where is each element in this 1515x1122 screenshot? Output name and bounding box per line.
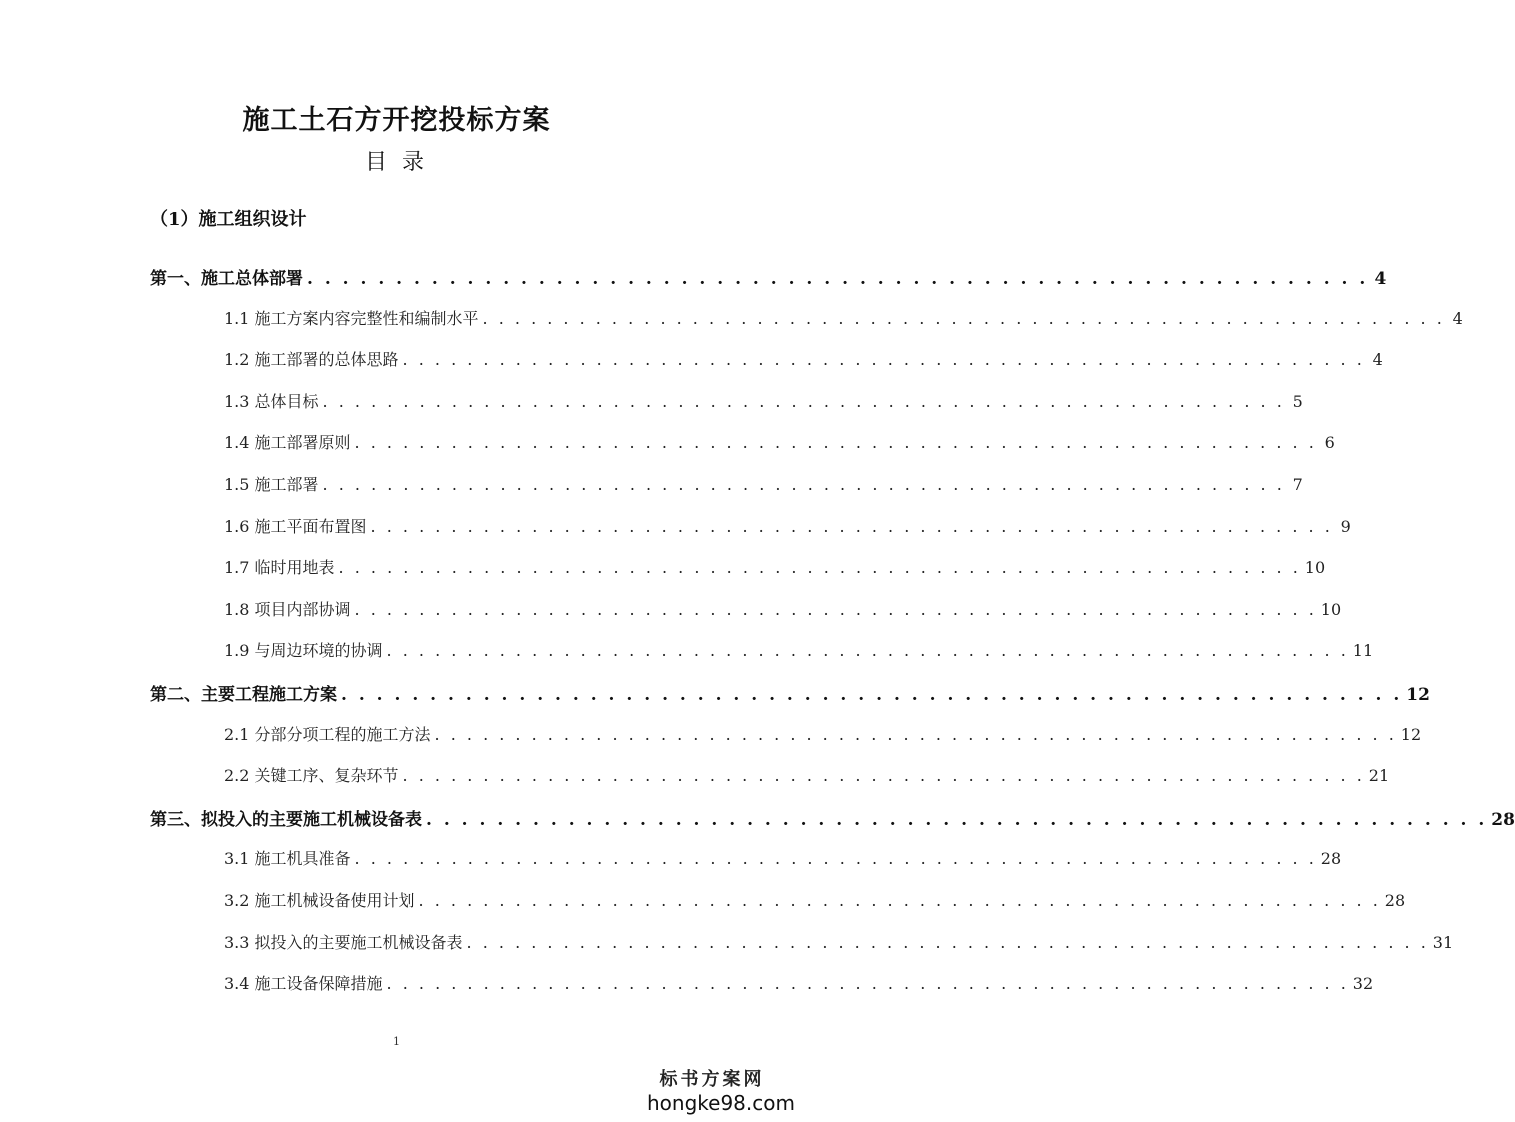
toc-entry[interactable] — [224, 514, 1351, 537]
toc-entry-page: 10 — [1304, 558, 1326, 578]
toc-entry-label: 1.2 施工部署的总体思路 — [224, 350, 399, 370]
section-heading: （1）施工组织设计 — [150, 209, 307, 230]
toc-leader-dots: . . . . . . . . . . . . . . . . . . . . . . . . . . . . . . . . . . . . . . . . . . . . . . . . . . . . . . . . . . . . — [402, 350, 1365, 370]
toc-entry[interactable] — [224, 930, 1454, 953]
toc-heading: 目 录 — [365, 150, 428, 175]
toc-entry-label: 3.1 施工机具准备 — [224, 849, 351, 869]
toc-entry-page: 28 — [1491, 809, 1515, 830]
toc-entry-page: 28 — [1384, 891, 1406, 910]
toc-entry[interactable] — [224, 597, 1342, 620]
toc-entry-label: 3.4 施工设备保障措施 — [224, 974, 383, 994]
toc-entry-label: 1.7 临时用地表 — [224, 558, 335, 578]
watermark-url-text: hongke98.com — [647, 1091, 795, 1115]
toc-entry[interactable] — [224, 430, 1335, 453]
toc-entry-label: 第一、施工总体部署 — [150, 269, 303, 289]
toc-entry-label: 1.3 总体目标 — [224, 391, 319, 411]
toc-leader-dots: . . . . . . . . . . . . . . . . . . . . . . . . . . . . . . . . . . . . . . . . . . . . . . . . . . . . . . . . . . . . — [402, 766, 1365, 786]
toc-leader-dots: . . . . . . . . . . . . . . . . . . . . . . . . . . . . . . . . . . . . . . . . . . . . . . . . . . . . . . . . . . . . — [354, 433, 1317, 453]
toc-entry-page: 11 — [1352, 641, 1374, 661]
toc-entry[interactable] — [224, 722, 1422, 745]
toc-entry[interactable] — [224, 555, 1326, 578]
toc-leader-dots: . . . . . . . . . . . . . . . . . . . . . . . . . . . . . . . . . . . . . . . . . . . . . . . . . . . . . . . . . . . . — [386, 641, 1349, 661]
toc-leader-dots: . . . . . . . . . . . . . . . . . . . . . . . . . . . . . . . . . . . . . . . . . . . . . . . . . . . . . . . . . . . . — [386, 974, 1349, 994]
toc-entry-page: 4 — [1452, 308, 1463, 328]
toc-entry[interactable] — [224, 389, 1303, 412]
toc-entry-label: 第三、拟投入的主要施工机械设备表 — [150, 809, 422, 830]
toc-entry-label: 1.6 施工平面布置图 — [224, 516, 367, 536]
toc-entry-label: 1.1 施工方案内容完整性和编制水平 — [224, 308, 479, 328]
toc-entry-page: 10 — [1320, 599, 1342, 619]
toc-leader-dots: . . . . . . . . . . . . . . . . . . . . . . . . . . . . . . . . . . . . . . . . . . . . . . . . . . . . . . . . . . . . — [307, 269, 1369, 289]
toc-entry[interactable] — [224, 638, 1374, 661]
toc-entry-label: 1.4 施工部署原则 — [224, 433, 351, 453]
toc-entry-label: 3.2 施工机械设备使用计划 — [224, 891, 415, 910]
toc-entry-page: 5 — [1292, 391, 1303, 411]
toc-entry[interactable] — [224, 971, 1374, 994]
toc-entry[interactable] — [224, 846, 1342, 869]
toc-entry-label: 1.9 与周边环境的协调 — [224, 641, 383, 661]
toc-entry-label: 1.5 施工部署 — [224, 475, 319, 494]
toc-leader-dots: . . . . . . . . . . . . . . . . . . . . . . . . . . . . . . . . . . . . . . . . . . . . . . . . . . . . . . . . . . . . — [466, 932, 1429, 952]
watermark-cn-text: 标书方案网 — [659, 1069, 765, 1090]
toc-entry[interactable] — [224, 347, 1383, 370]
document-title: 施工土石方开挖投标方案 — [242, 105, 551, 136]
toc-leader-dots: . . . . . . . . . . . . . . . . . . . . . . . . . . . . . . . . . . . . . . . . . . . . . . . . . . . . . . . . . . . . — [322, 475, 1285, 494]
toc-leader-dots: . . . . . . . . . . . . . . . . . . . . . . . . . . . . . . . . . . . . . . . . . . . . . . . . . . . . . . . . . . . . — [482, 308, 1445, 328]
toc-leader-dots: . . . . . . . . . . . . . . . . . . . . . . . . . . . . . . . . . . . . . . . . . . . . . . . . . . . . . . . . . . . . — [341, 685, 1403, 705]
toc-entry-page: 31 — [1432, 932, 1454, 952]
toc-entry[interactable] — [150, 805, 1515, 830]
toc-entry-label: 3.3 拟投入的主要施工机械设备表 — [224, 932, 463, 952]
toc-entry-label: 1.8 项目内部协调 — [224, 599, 351, 619]
toc-entry-page: 6 — [1324, 433, 1335, 453]
toc-entry-page: 7 — [1292, 475, 1303, 494]
toc-entry[interactable] — [224, 888, 1406, 911]
toc-entry-page: 4 — [1374, 269, 1387, 289]
toc-leader-dots: . . . . . . . . . . . . . . . . . . . . . . . . . . . . . . . . . . . . . . . . . . . . . . . . . . . . . . . . . . . . — [354, 849, 1317, 869]
toc-entry[interactable] — [150, 680, 1430, 705]
toc-entry-label: 第二、主要工程施工方案 — [150, 685, 337, 705]
toc-entry-page: 32 — [1352, 974, 1374, 994]
toc-entry[interactable] — [224, 306, 1463, 329]
toc-leader-dots: . . . . . . . . . . . . . . . . . . . . . . . . . . . . . . . . . . . . . . . . . . . . . . . . . . . . . . . . . . . . — [370, 516, 1333, 536]
toc-leader-dots: . . . . . . . . . . . . . . . . . . . . . . . . . . . . . . . . . . . . . . . . . . . . . . . . . . . . . . . . . . . . — [354, 599, 1317, 619]
toc-leader-dots: . . . . . . . . . . . . . . . . . . . . . . . . . . . . . . . . . . . . . . . . . . . . . . . . . . . . . . . . . . . . — [434, 724, 1397, 744]
toc-entry-label: 2.1 分部分项工程的施工方法 — [224, 724, 431, 744]
site-watermark — [647, 1065, 795, 1115]
toc-entry[interactable] — [150, 264, 1387, 289]
toc-leader-dots: . . . . . . . . . . . . . . . . . . . . . . . . . . . . . . . . . . . . . . . . . . . . . . . . . . . . . . . . . . . . — [322, 391, 1285, 411]
page-number: 1 — [393, 1035, 400, 1048]
toc-entry-label: 2.2 关键工序、复杂环节 — [224, 766, 399, 786]
toc-entry[interactable] — [224, 472, 1303, 495]
toc-entry-page: 28 — [1320, 849, 1342, 869]
toc-entry-page: 21 — [1368, 766, 1390, 786]
toc-entry-page: 4 — [1372, 350, 1383, 370]
toc-leader-dots: . . . . . . . . . . . . . . . . . . . . . . . . . . . . . . . . . . . . . . . . . . . . . . . . . . . . . . . . . . . . — [338, 558, 1301, 578]
toc-entry-page: 12 — [1400, 724, 1422, 744]
toc-entry-page: 9 — [1340, 516, 1351, 536]
toc-leader-dots: . . . . . . . . . . . . . . . . . . . . . . . . . . . . . . . . . . . . . . . . . . . . . . . . . . . . . . . . . . . . — [426, 809, 1488, 830]
toc-leader-dots: . . . . . . . . . . . . . . . . . . . . . . . . . . . . . . . . . . . . . . . . . . . . . . . . . . . . . . . . . . . . — [418, 891, 1381, 910]
toc-entry-page: 12 — [1406, 685, 1430, 705]
toc-entry[interactable] — [224, 763, 1390, 786]
